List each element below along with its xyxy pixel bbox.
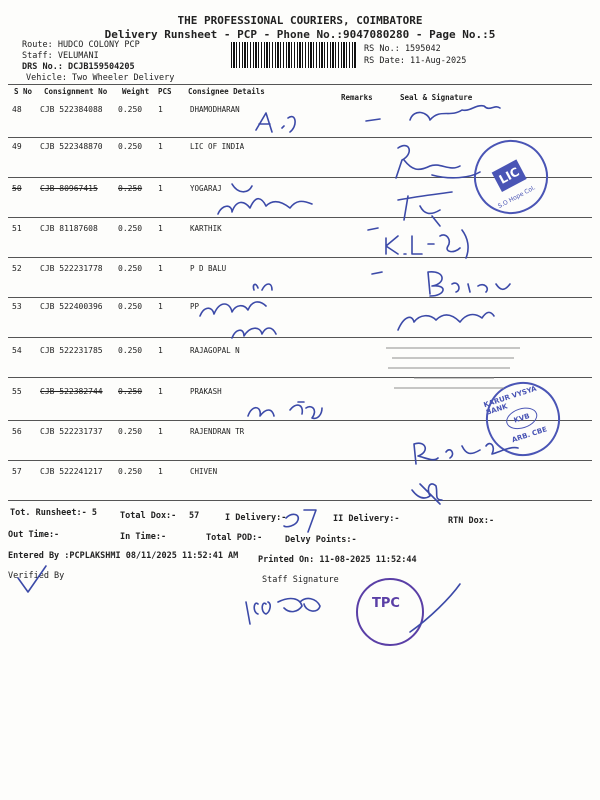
row-56-name: RAJENDRAN TR [190, 427, 245, 436]
tpc-stamp-text: TPC [372, 596, 400, 611]
row-51-name: KARTHIK [190, 224, 222, 233]
row-56-cons: CJB 522231737 [40, 427, 103, 436]
row-56-pcs: 1 [158, 427, 163, 436]
in-time-label: In Time:- [120, 532, 167, 542]
row-divider [8, 337, 592, 338]
signature-row52-a [253, 284, 272, 290]
signature-row50-b [398, 192, 452, 226]
out-time-label: Out Time:- [8, 530, 60, 540]
row-divider [8, 297, 592, 298]
row-53-pcs: 1 [158, 302, 163, 311]
row-57-sno: 57 [12, 467, 22, 476]
row-57-cons: CJB 522241217 [40, 467, 103, 476]
row-56-sno: 56 [12, 427, 22, 436]
row-55-sno: 55 [12, 387, 22, 396]
row-52-pcs: 1 [158, 264, 163, 273]
row-49-cons: CJB 522348870 [40, 142, 103, 151]
row-55-cons: CJB 522382744 [40, 387, 103, 396]
row-51-sno: 51 [12, 224, 22, 233]
row-57-name: CHIVEN [190, 467, 218, 476]
row-48-weight: 0.250 [118, 105, 143, 114]
row-48-pcs: 1 [158, 105, 163, 114]
verified-by: Verified By [8, 571, 65, 581]
rtn-dox-label: RTN Dox:- [448, 516, 495, 526]
staff-signature-label: Staff Signature [262, 575, 339, 585]
col-consignee: Consignee Details [188, 87, 265, 96]
row-57-pcs: 1 [158, 467, 163, 476]
signature-row52-b [428, 272, 510, 296]
barcode [231, 42, 357, 68]
row-49-weight: 0.250 [118, 142, 143, 151]
row-51-cons: CJB 81187608 [40, 224, 98, 233]
row-49-sno: 49 [12, 142, 22, 151]
remark-dash-48 [366, 119, 380, 121]
i-delivery-label: I Delivery:- [225, 513, 287, 523]
lic-stamp [461, 127, 561, 227]
staff-signature-handwritten [246, 599, 320, 624]
row-54-pcs: 1 [158, 346, 163, 355]
row-51-pcs: 1 [158, 224, 163, 233]
row-53-weight: 0.250 [118, 302, 143, 311]
row-52-weight: 0.250 [118, 264, 143, 273]
row-53-name: PP [190, 302, 200, 311]
row-54-cons: CJB 522231785 [40, 346, 103, 355]
row-55-name: PRAKASH [190, 387, 222, 396]
row-divider [8, 500, 592, 501]
signature-row48-a [256, 113, 295, 132]
row-49-name: LIC OF INDIA [190, 142, 245, 151]
row-50-pcs: 1 [158, 184, 163, 193]
row-divider [8, 257, 592, 258]
row-50-weight: 0.250 [118, 184, 143, 193]
rs-date: RS Date: 11-Aug-2025 [364, 56, 467, 66]
remark-dash-52 [372, 272, 382, 274]
faded-address-stamp [384, 342, 522, 400]
signature-row55 [248, 405, 322, 418]
kvb-stamp-branch: ARB. CBE [510, 425, 549, 445]
remark-dash-51 [368, 228, 378, 230]
col-sno: S No [14, 87, 33, 96]
signature-row53-a [200, 302, 266, 316]
row-53-sno: 53 [12, 302, 22, 311]
row-53-cons: CJB 522400396 [40, 302, 103, 311]
row-54-weight: 0.250 [118, 346, 143, 355]
signature-row49 [396, 146, 460, 178]
row-51-weight: 0.250 [118, 224, 143, 233]
row-52-cons: CJB 522231778 [40, 264, 103, 273]
row-48-cons: CJB 522384088 [40, 105, 103, 114]
row-50-name: YOGARAJ [190, 184, 222, 193]
ii-delivery-label: II Delivery:- [333, 514, 400, 524]
signature-row51 [386, 230, 468, 258]
lic-stamp-text: LIC [492, 159, 527, 192]
row-50-sno: 50 [12, 184, 22, 193]
row-55-weight: 0.250 [118, 387, 143, 396]
row-divider [8, 137, 592, 138]
total-dox-value: 57 [189, 511, 200, 521]
runsheet-subtitle: Delivery Runsheet - PCP - Phone No.:9047080280 - Page No.:5 [104, 28, 496, 41]
col-pcs: PCS [158, 87, 172, 96]
row-divider [8, 217, 592, 218]
kvb-stamp-logo: KVB [503, 404, 540, 433]
total-pod-label: Total POD:- [206, 533, 263, 543]
printed-on: Printed On: 11-08-2025 11:52:44 [258, 555, 417, 565]
row-50-cons: CJB 80967415 [40, 184, 98, 193]
drs-number: DRS No.: DCJB159504205 [22, 62, 135, 72]
rs-number: RS No.: 1595042 [364, 44, 441, 54]
col-weight: Weight [122, 87, 150, 96]
row-48-sno: 48 [12, 105, 22, 114]
total-dox-label: Total Dox:- [120, 511, 177, 521]
row-54-sno: 54 [12, 346, 22, 355]
signature-row53-b [398, 312, 494, 330]
row-55-pcs: 1 [158, 387, 163, 396]
signature-row50-a [218, 199, 312, 214]
row-57-weight: 0.250 [118, 467, 143, 476]
row-56-weight: 0.250 [118, 427, 143, 436]
i-delivery-handwritten [284, 510, 316, 532]
route-label: Route: HUDCO COLONY PCP [22, 40, 140, 50]
col-remarks: Remarks [341, 93, 373, 102]
delvy-points-label: Delvy Points:- [285, 535, 357, 545]
row-52-sno: 52 [12, 264, 22, 273]
col-seal-signature: Seal & Signature [400, 93, 473, 102]
row-48-name: DHAMODHARAN [190, 105, 240, 114]
lic-stamp-ring: S.O Hope Col. [496, 184, 537, 210]
company-title: THE PROFESSIONAL COURIERS, COIMBATORE [177, 14, 423, 27]
table-top-rule [8, 84, 592, 85]
signature-row48-b [410, 106, 500, 120]
tpc-stamp [356, 578, 424, 646]
row-54-name: RAJAGOPAL N [190, 346, 240, 355]
kvb-stamp-bank: KARUR VYSYA BANK [482, 384, 538, 417]
row-49-pcs: 1 [158, 142, 163, 151]
staff-label: Staff: VELUMANI [22, 51, 99, 61]
row-divider [8, 460, 592, 461]
entered-by: Entered By :PCPLAKSHMI 08/11/2025 11:52:41 AM [8, 551, 239, 561]
col-consignment: Consignment No [44, 87, 108, 96]
vehicle-label: Vehicle: Two Wheeler Delivery [26, 73, 175, 83]
row-52-name: P D BALU [190, 264, 227, 273]
tot-runsheet: Tot. Runsheet:- 5 [10, 508, 97, 518]
